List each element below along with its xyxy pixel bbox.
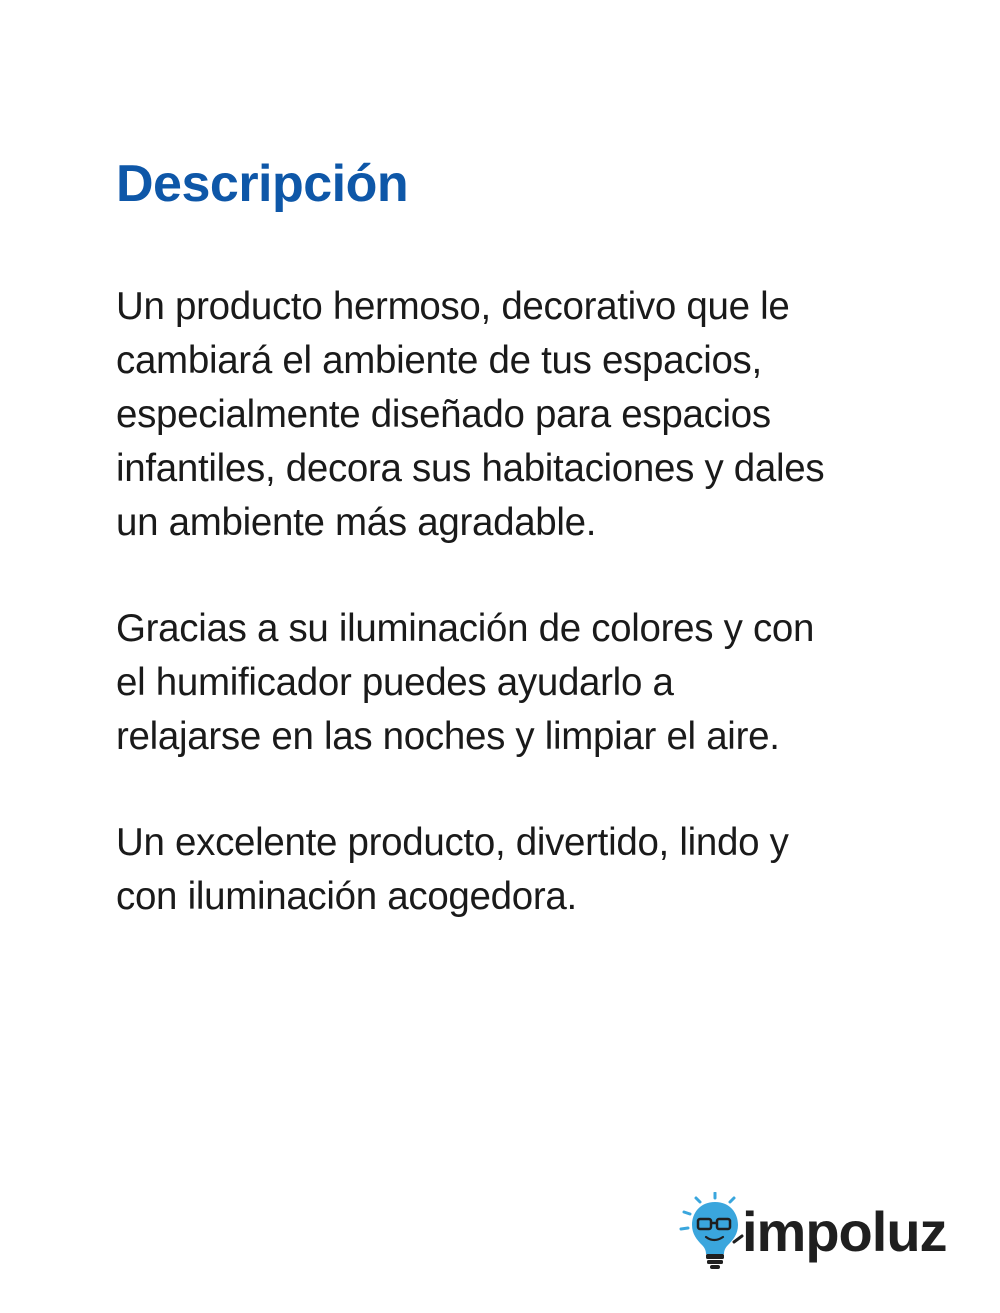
text-line: Un excelente producto, divertido, lindo y: [116, 821, 789, 864]
text-line: un ambiente más agradable.: [116, 501, 597, 544]
paragraph-1: [116, 280, 916, 550]
text-line: con iluminación acogedora.: [116, 875, 577, 918]
text-line: Gracias a su iluminación de colores y con: [116, 607, 815, 650]
text-line: el humificador puedes ayudarlo a: [116, 661, 674, 704]
brand-wordmark: impoluz: [742, 1200, 947, 1263]
text-line: relajarse en las noches y limpiar el aire.: [116, 715, 780, 758]
brand-logo: [678, 1192, 958, 1272]
page-title: Descripción: [116, 155, 409, 213]
paragraph-2: [116, 602, 916, 764]
description-body: [116, 280, 916, 976]
text-line: infantiles, decora sus habitaciones y dales: [116, 447, 825, 490]
text-line: cambiará el ambiente de tus espacios,: [116, 339, 762, 382]
text-line: especialmente diseñado para espacios: [116, 393, 771, 436]
text-line: Un producto hermoso, decorativo que le: [116, 285, 790, 328]
paragraph-3: [116, 816, 916, 924]
